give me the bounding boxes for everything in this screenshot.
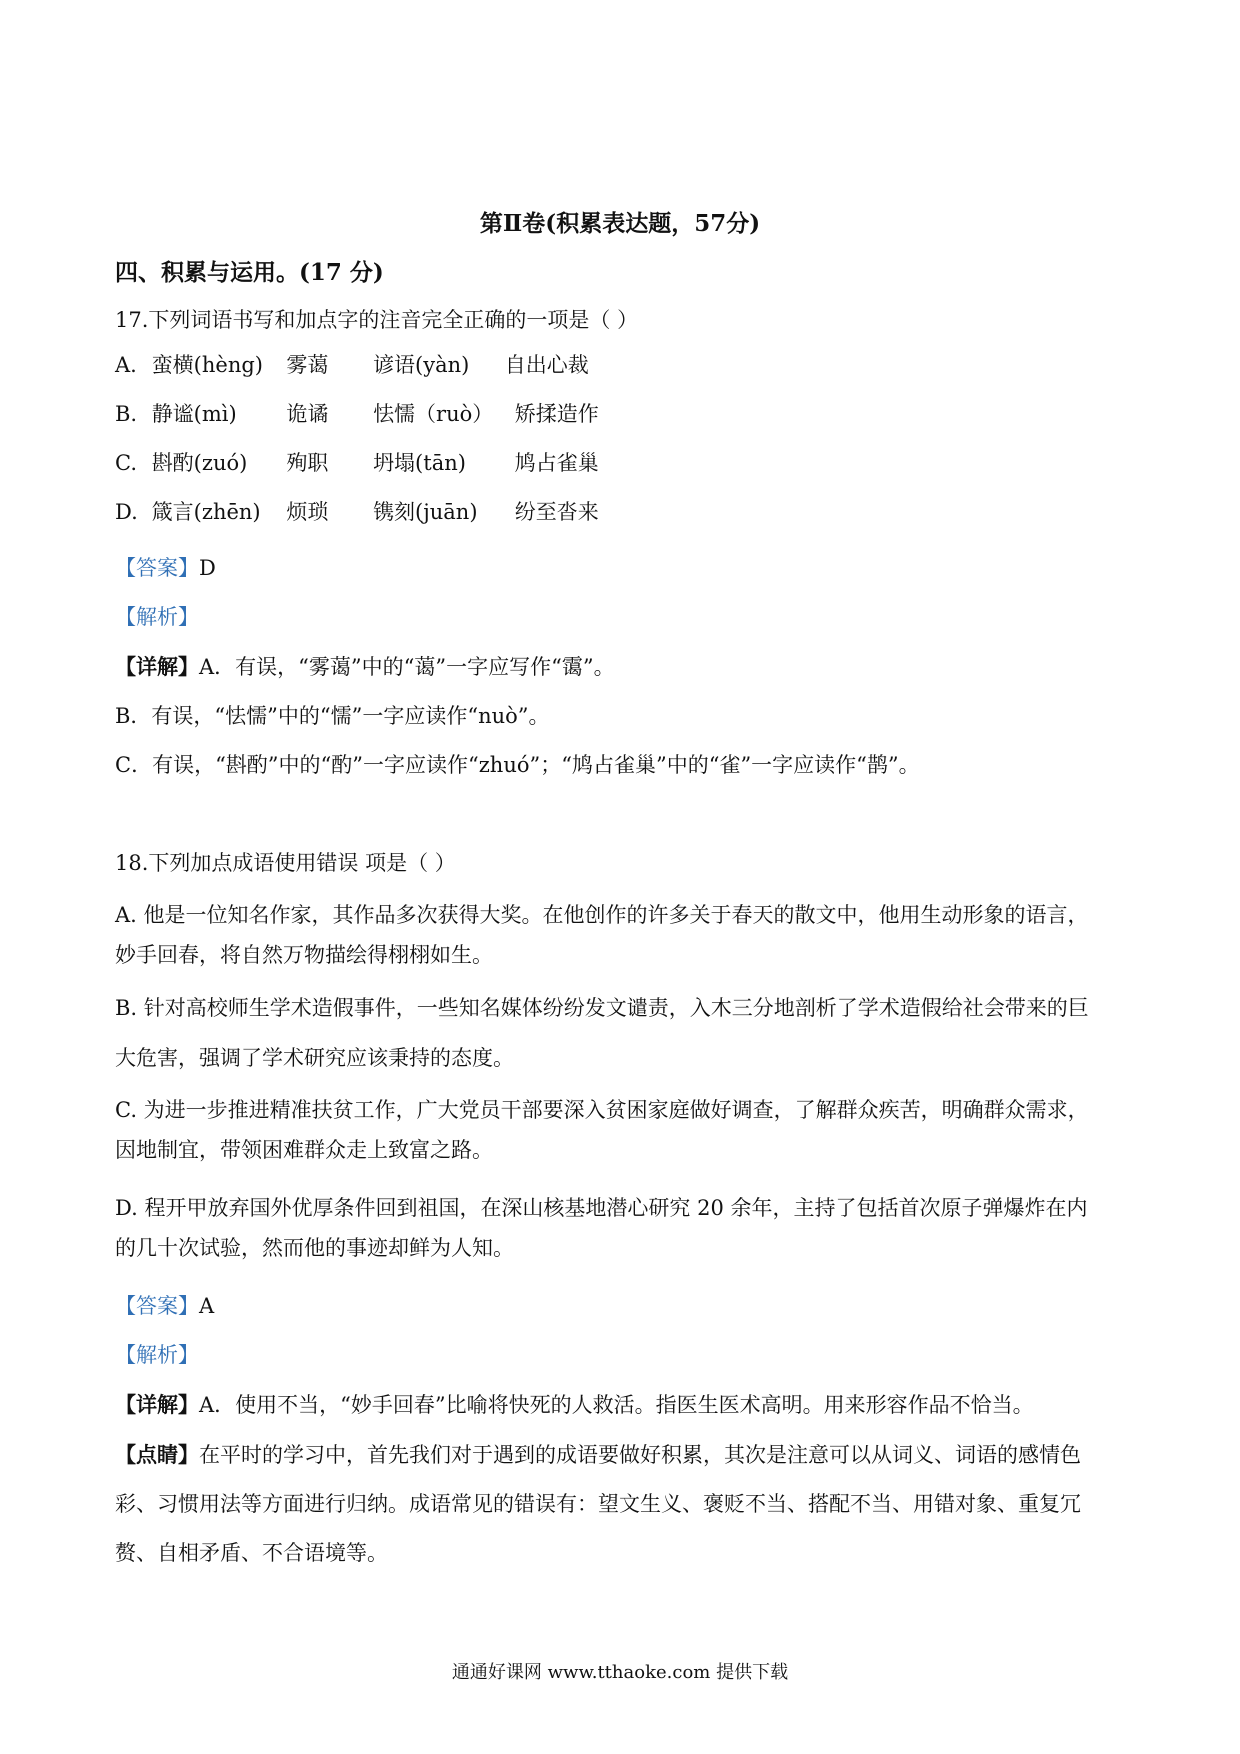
q17-option-d <box>115 497 599 527</box>
option-word-1: 斟酌(zuó) <box>151 451 248 475</box>
option-word-3: 谚语(yàn) <box>373 353 470 377</box>
option-label: B. <box>115 402 138 426</box>
detail-text: A．使用不当，“妙手回春”比喻将快死的人救活。指医生医术高明。用来形容作品不恰当。 <box>199 1393 1034 1417</box>
tip-tag: 【点睛】 <box>115 1442 199 1467</box>
q17-analysis-tag: 【解析】 <box>115 605 199 629</box>
volume-title: 第Ⅱ卷(积累表达题，57分) <box>479 210 761 237</box>
q17-option-a <box>115 350 589 380</box>
option-word-2: 雾蔼 <box>286 353 329 377</box>
answer-tag: 【答案】 <box>115 1294 199 1318</box>
option-word-4: 纷至沓来 <box>514 500 599 524</box>
option-word-1: 蛮横(hèng) <box>151 353 263 377</box>
q18-tip-2: 彩、习惯用法等方面进行归纳。成语常见的错误有：望文生义、褒贬不当、搭配不当、用错对象、重复冗 <box>115 1492 1081 1516</box>
q18-tip-3: 赘、自相矛盾、不合语境等。 <box>115 1541 388 1565</box>
answer-value: A <box>199 1294 215 1318</box>
q18-option-a-line1: A. 他是一位知名作家，其作品多次获得大奖。在他创作的许多关于春天的散文中，他用生动形象的语言， <box>115 903 1089 927</box>
option-word-4: 自出心裁 <box>504 353 589 377</box>
q17-option-b <box>115 399 599 429</box>
q17-answer <box>115 553 216 583</box>
q17-stem: 17.下列词语书写和加点字的注音完全正确的一项是（ ） <box>115 308 639 332</box>
option-word-2: 诡谲 <box>286 402 329 426</box>
option-word-1: 箴言(zhēn) <box>151 500 261 524</box>
option-word-2: 烦琐 <box>286 500 329 524</box>
q17-detail-2: B．有误，“怯懦”中的“懦”一字应读作“nuò”。 <box>115 704 550 728</box>
detail-text: A．有误，“雾蔼”中的“蔼”一字应写作“霭”。 <box>199 655 615 679</box>
q18-tip-1 <box>115 1440 1081 1470</box>
option-word-3: 镌刻(juān) <box>373 500 478 524</box>
q18-option-a-line2: 妙手回春，将自然万物描绘得栩栩如生。 <box>115 943 493 967</box>
q17-detail-3: C．有误，“斟酌”中的“酌”一字应读作“zhuó”；“鸠占雀巢”中的“雀”一字应读作“鹊”。 <box>115 753 920 777</box>
q18-option-b-line2: 大危害，强调了学术研究应该秉持的态度。 <box>115 1046 514 1070</box>
q18-option-d-line2: 的几十次试验，然而他的事迹却鲜为人知。 <box>115 1236 514 1260</box>
option-label: C. <box>115 451 137 475</box>
q17-detail-1 <box>115 652 615 682</box>
option-word-4: 鸠占雀巢 <box>514 451 599 475</box>
section-heading: 四、积累与运用。(17 分) <box>115 259 384 286</box>
q18-option-d-line1: D. 程开甲放弃国外优厚条件回到祖国，在深山核基地潜心研究 20 余年，主持了包括首次原子弹爆炸在内 <box>115 1196 1088 1220</box>
q18-option-c-line1: C. 为进一步推进精准扶贫工作，广大党员干部要深入贫困家庭做好调查，了解群众疾苦，明确群众需求， <box>115 1098 1089 1122</box>
detail-tag: 【详解】 <box>115 1392 199 1417</box>
q17-option-c <box>115 448 599 478</box>
answer-tag: 【答案】 <box>115 556 199 580</box>
q18-answer <box>115 1291 214 1321</box>
option-word-3: 坍塌(tān) <box>373 451 466 475</box>
q18-option-c-line2: 因地制宜，带领困难群众走上致富之路。 <box>115 1138 493 1162</box>
option-word-3: 怯懦（ruò） <box>373 402 494 426</box>
q18-option-b-line1: B. 针对高校师生学术造假事件，一些知名媒体纷纷发文谴责，入木三分地剖析了学术造假给社会带来的巨 <box>115 996 1089 1020</box>
q18-detail-1 <box>115 1390 1034 1420</box>
option-word-1: 静谧(mì) <box>151 402 237 426</box>
answer-value: D <box>199 556 216 580</box>
option-label: A. <box>115 353 137 377</box>
option-word-4: 矫揉造作 <box>514 402 599 426</box>
detail-tag: 【详解】 <box>115 654 199 679</box>
page-footer: 通通好课网 www.tthaoke.com 提供下载 <box>451 1662 789 1683</box>
option-word-2: 殉职 <box>286 451 329 475</box>
tip-text: 在平时的学习中，首先我们对于遇到的成语要做好积累，其次是注意可以从词义、词语的感情色 <box>199 1443 1081 1467</box>
q18-analysis-tag: 【解析】 <box>115 1343 199 1367</box>
q18-stem: 18.下列加点成语使用错误 项是（ ） <box>115 851 456 875</box>
option-label: D. <box>115 500 138 524</box>
